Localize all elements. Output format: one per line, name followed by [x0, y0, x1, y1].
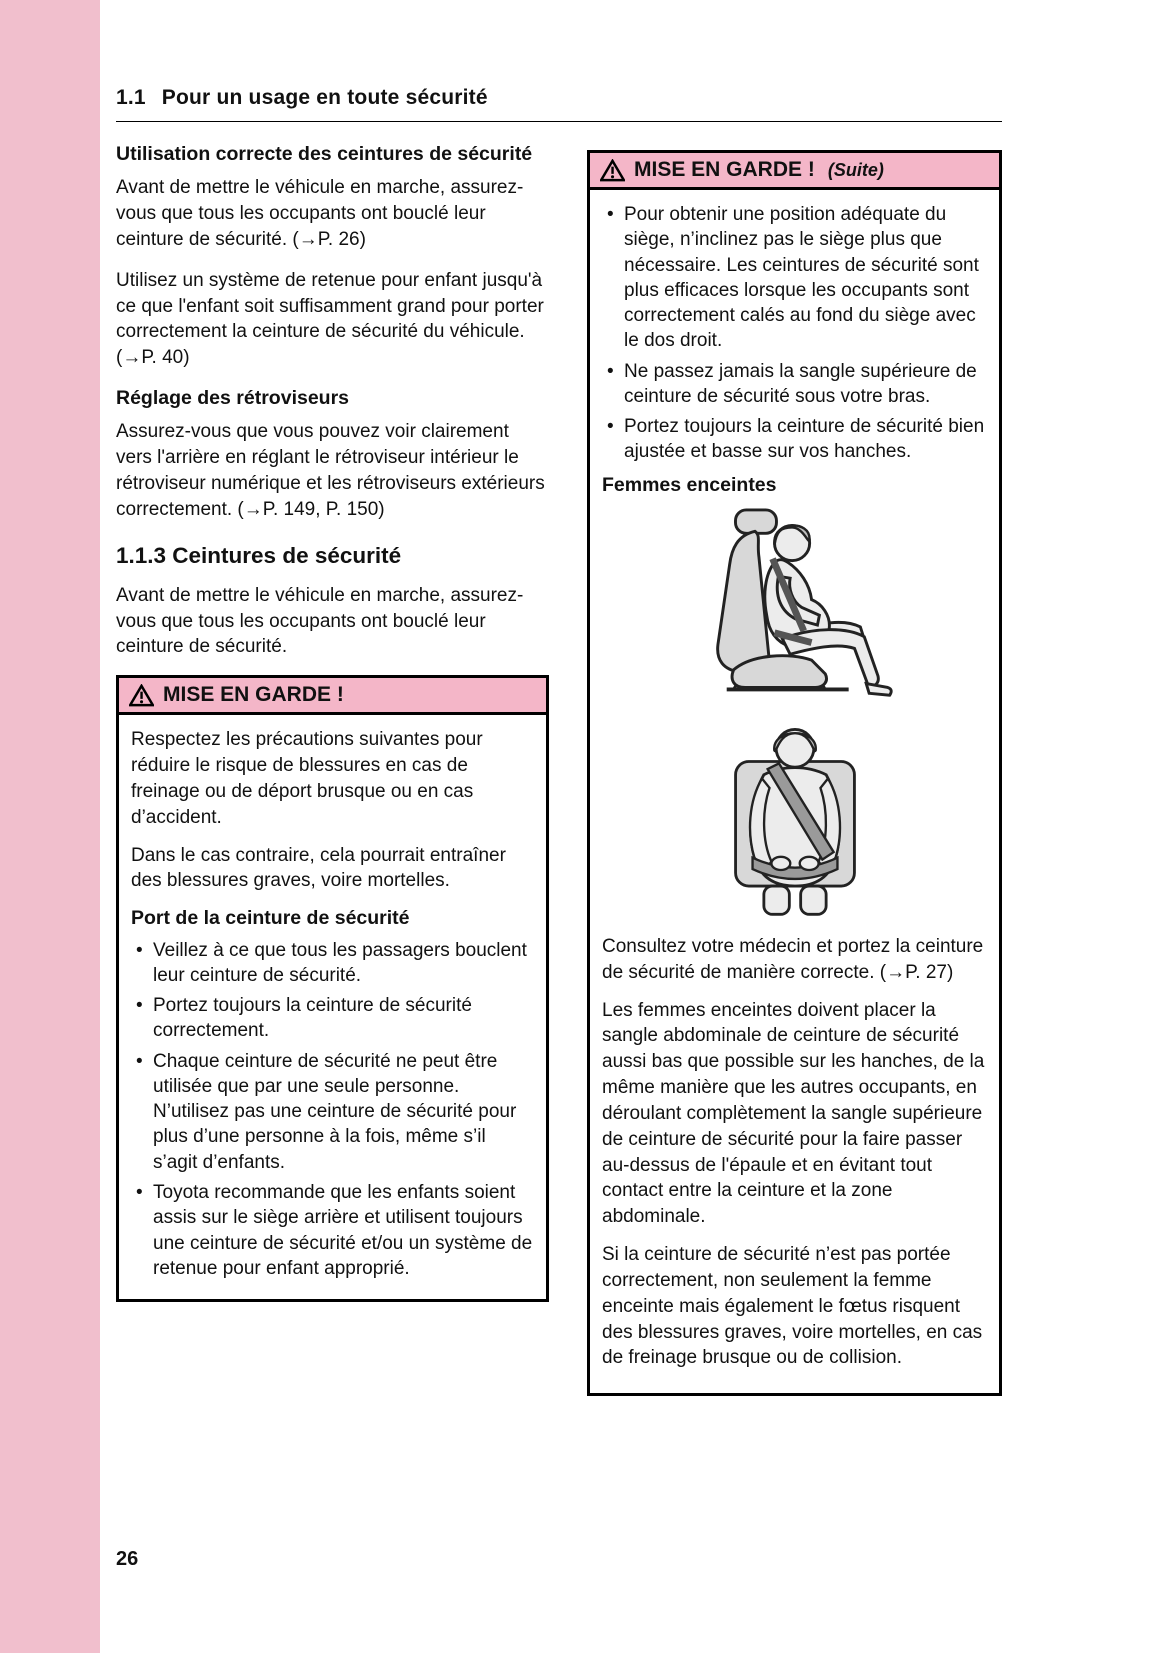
warning-box-continued: [587, 150, 1002, 1396]
subsection-heading: Utilisation correcte des ceintures de sécurité: [116, 143, 533, 165]
right-column: [587, 142, 1002, 1396]
illustrations: [602, 506, 987, 920]
bullet-item: • Toyota recommande que les enfants soient assis sur le siège arrière et utilisent toujours une ceinture de sécurité et/ou un système de retenue pour enfant approprié.: [131, 1180, 534, 1281]
warning-bullet-list: [602, 202, 987, 465]
section-heading: 1.1.3 Ceintures de sécurité: [116, 542, 402, 568]
section-header: [116, 86, 1002, 122]
warning-box-body: [590, 190, 999, 1393]
paragraph: Dans le cas contraire, cela pourrait entraîner des blessures graves, voire mortelles.: [131, 844, 506, 892]
warning-box-header: [119, 678, 546, 715]
section-number: 1.1: [116, 86, 146, 109]
warning-triangle-icon: [600, 159, 625, 182]
paragraph: Assurez-vous que vous pouvez voir clairement vers l'arrière en réglant le rétroviseur intérieur le rétroviseur numérique et les rétroviseurs extérieurs correctement. (→P. 149, P. 150): [116, 421, 545, 520]
warning-triangle-icon: [129, 684, 154, 707]
paragraph: Respectez les précautions suivantes pour réduire le risque de blessures en cas de freinage ou de déport brusque ou en cas d’accident.: [131, 729, 483, 828]
bullet-item: • Pour obtenir une position adéquate du siège, n’inclinez pas le siège plus que nécessaire. Les ceintures de sécurité sont plus efficaces lorsque les occupants sont correctement calés au fond du siège avec le dos droit.: [602, 202, 987, 354]
page-number: 26: [116, 1548, 139, 1570]
left-column: [116, 142, 549, 1396]
paragraph: Si la ceinture de sécurité n’est pas portée correctement, non seulement la femme enceinte mais également le fœtus risquent des blessures graves, voire mortelles, en cas de freinage brusque ou de collision.: [602, 1244, 983, 1369]
bullet-item: • Ne passez jamais la sangle supérieure de ceinture de sécurité sous votre bras.: [602, 359, 987, 410]
two-column-layout: [116, 142, 1002, 1396]
pregnant-woman-side-illustration: [670, 506, 920, 706]
section-title: Pour un usage en toute sécurité: [161, 86, 488, 109]
paragraph: Consultez votre médecin et portez la ceinture de sécurité de manière correcte. (→P. 27): [602, 936, 984, 983]
paragraph: Les femmes enceintes doivent placer la sangle abdominale de ceinture de sécurité aussi bas que possible sur les hanches, de la même manière que les autres occupants, en déroulant complètement la sangle supérieure de ceinture de sécurité pour la faire passer au-dessus de l'épaule et en évitant tout contact entre la ceinture et la zone abdominale.: [602, 999, 985, 1228]
warning-suite-label: (Suite): [827, 159, 884, 180]
warning-title: MISE EN GARDE !: [163, 683, 344, 707]
bullet-item: • Portez toujours la ceinture de sécurité bien ajustée et basse sur vos hanches.: [602, 414, 987, 465]
warning-box-header: [590, 153, 999, 190]
subsection-heading: Réglage des rétroviseurs: [116, 387, 350, 410]
manual-page-content: [116, 86, 1002, 1396]
bullet-item: • Veillez à ce que tous les passagers bouclent leur ceinture de sécurité.: [131, 938, 534, 989]
warning-box-body: [119, 715, 546, 1299]
paragraph: Utilisez un système de retenue pour enfant jusqu'à ce que l'enfant soit suffisamment grand pour porter correctement la ceinture de sécurité du véhicule. (→P. 40): [116, 269, 544, 369]
page-edge-stripe: [0, 0, 100, 1653]
pregnant-woman-front-illustration: [705, 720, 885, 920]
paragraph: Avant de mettre le véhicule en marche, assurez-vous que tous les occupants ont bouclé leur ceinture de sécurité. (→P. 26): [116, 177, 524, 250]
warning-title: MISE EN GARDE !: [634, 158, 815, 181]
warning-subheading: Femmes enceintes: [602, 473, 777, 496]
warning-box: [116, 675, 549, 1302]
paragraph: Avant de mettre le véhicule en marche, assurez-vous que tous les occupants ont bouclé leur ceinture de sécurité.: [116, 584, 524, 658]
bullet-item: • Chaque ceinture de sécurité ne peut être utilisée que par une seule personne. N’utilisez pas une ceinture de sécurité pour plus d’une personne à la fois, même s’il s’agit d’enfants.: [131, 1049, 534, 1175]
warning-subheading: Port de la ceinture de sécurité: [131, 907, 410, 930]
warning-bullet-list: [131, 938, 534, 1281]
bullet-item: • Portez toujours la ceinture de sécurité correctement.: [131, 993, 534, 1044]
